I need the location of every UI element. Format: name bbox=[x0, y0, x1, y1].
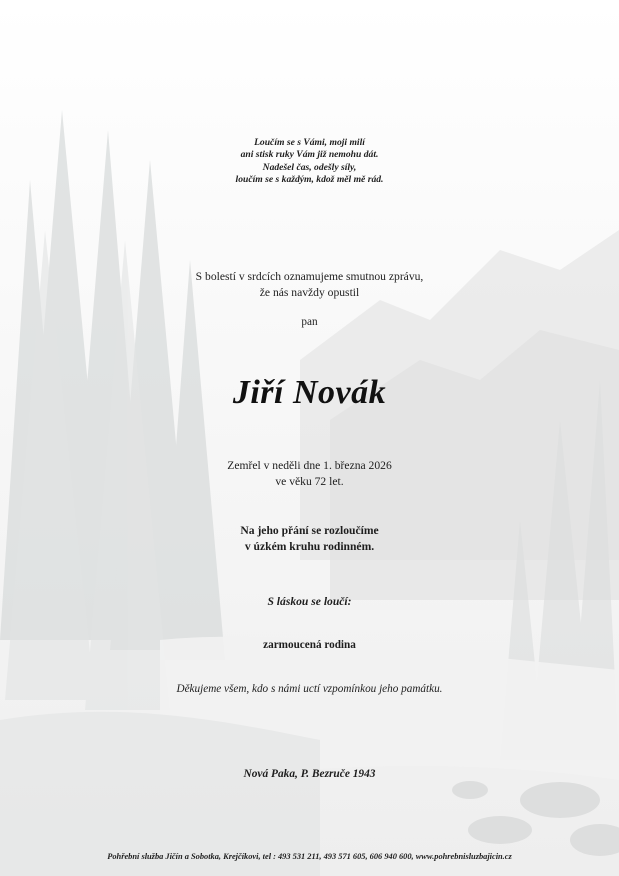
poem-line: ani stisk ruky Vám již nemohu dát. bbox=[240, 149, 379, 161]
wish-line: Na jeho přání se rozloučíme bbox=[240, 524, 379, 537]
wish-line: v úzkém kruhu rodinném. bbox=[244, 540, 375, 553]
funeral-service-footer: Pohřební služba Jičín a Sobotka, Krejčíkovi, tel : 493 531 211, 493 571 605, 606 940 600, www.pohrebnisluzbajicin.cz bbox=[107, 852, 512, 861]
poem-line: loučím se s každým, kdož měl mě rád. bbox=[235, 174, 384, 186]
title-word: pan bbox=[301, 316, 318, 328]
intro-line: S bolestí v srdcích oznamujeme smutnou zprávu, bbox=[195, 270, 424, 283]
intro-line: že nás navždy opustil bbox=[259, 286, 360, 299]
death-date-line: Zemřel v neděli dne 1. března 2026 bbox=[227, 459, 392, 472]
age-line: ve věku 72 let. bbox=[275, 475, 344, 488]
thanks-note: Děkujeme všem, kdo s námi uctí vzpomínkou jeho památku. bbox=[176, 683, 443, 695]
farewell-heading: S láskou se loučí: bbox=[267, 595, 352, 608]
death-info bbox=[0, 458, 619, 490]
funeral-wish bbox=[0, 523, 619, 555]
deceased-name: Jiří Novák bbox=[232, 374, 387, 411]
poem-line: Nadešel čas, odešly síly, bbox=[262, 161, 357, 173]
poem bbox=[0, 137, 619, 187]
address: Nová Paka, P. Bezruče 1943 bbox=[243, 768, 376, 780]
poem-line: Loučím se s Vámi, moji milí bbox=[254, 137, 365, 148]
announcement-intro bbox=[0, 269, 619, 301]
mourners: zarmoucená rodina bbox=[263, 639, 356, 651]
